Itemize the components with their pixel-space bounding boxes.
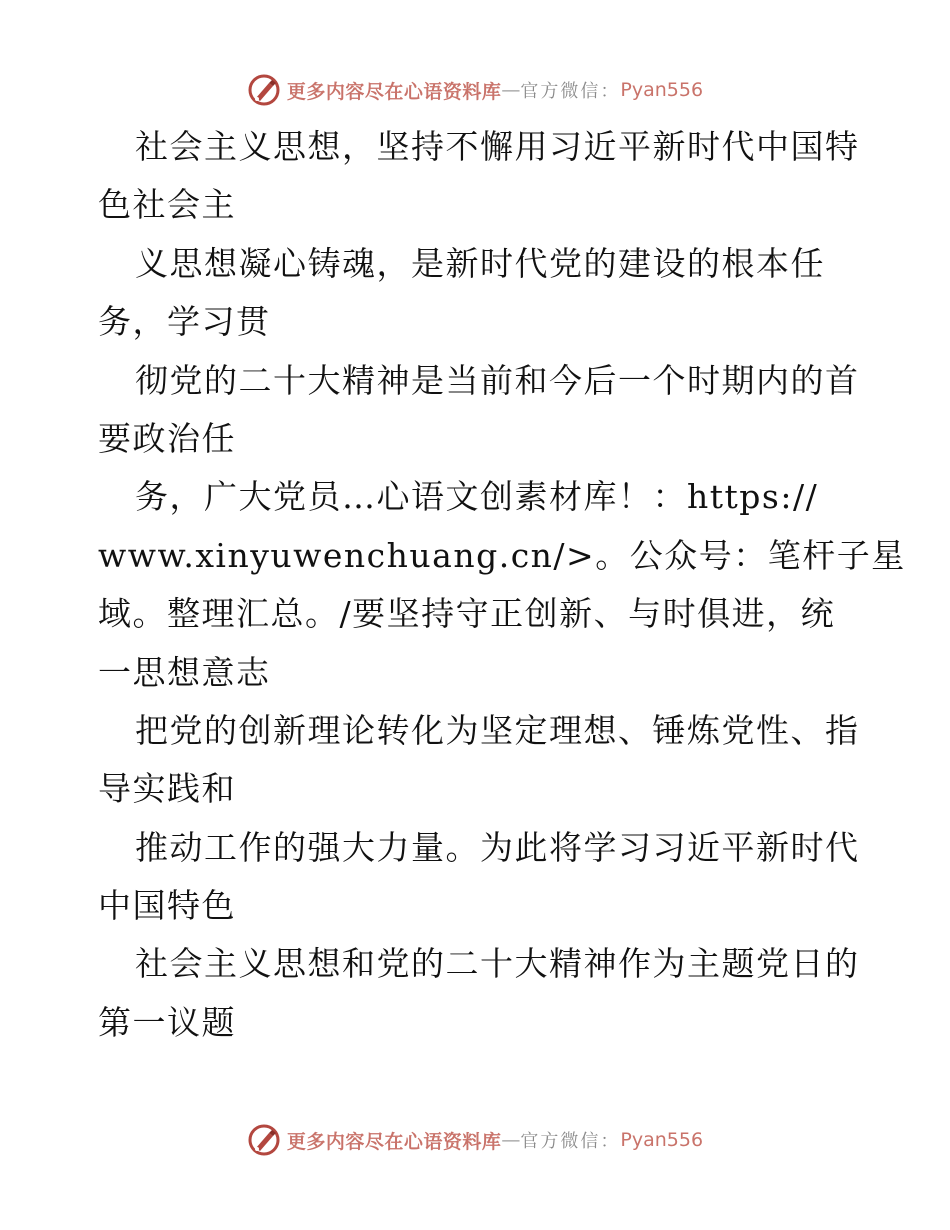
watermark-account: Pyan556 xyxy=(620,1129,704,1151)
watermark-main-text: 更多内容尽在心语资料库 xyxy=(286,80,502,103)
text-line: 务，广大党员…心语文创素材库！：https:// xyxy=(135,477,819,517)
text-line: 中国特色 xyxy=(98,886,236,926)
pen-circle-logo-icon xyxy=(247,1123,281,1157)
text-line: 社会主义思想，坚持不懈用习近平新时代中国特 xyxy=(135,127,860,166)
text-line: 义思想凝心铸魂，是新时代党的建设的根本任 xyxy=(135,243,825,283)
document-body xyxy=(98,118,906,1052)
text-line: 导实践和 xyxy=(98,769,236,809)
text-line: 要政治任 xyxy=(98,418,236,458)
text-line: 推动工作的强大力量。为此将学习习近平新时代 xyxy=(135,827,860,867)
pen-circle-logo-icon xyxy=(247,73,281,107)
watermark-account: Pyan556 xyxy=(620,79,704,101)
text-line: 域。整理汇总。/要坚持守正创新、与时俱进，统 xyxy=(98,594,836,634)
text-line: 色社会主 xyxy=(98,185,236,225)
watermark-label: 官方微信： xyxy=(520,81,621,102)
footer-watermark xyxy=(0,1120,950,1160)
text-line: 社会主义思想和党的二十大精神作为主题党日的 xyxy=(135,944,860,984)
text-line: 第一议题 xyxy=(98,1002,236,1042)
header-watermark xyxy=(0,70,950,110)
text-line: 务，学习贯 xyxy=(98,302,271,342)
text-line: 一思想意志 xyxy=(98,652,271,692)
watermark-main-text: 更多内容尽在心语资料库 xyxy=(286,1130,502,1153)
watermark-label: 官方微信： xyxy=(520,1131,621,1152)
text-line: 彻党的二十大精神是当前和今后一个时期内的首 xyxy=(135,360,860,400)
watermark-dash: — xyxy=(501,79,521,101)
text-line: www.xinyuwenchuang.cn/>。公众号：笔杆子星 xyxy=(98,535,906,575)
watermark-dash: — xyxy=(501,1129,521,1151)
text-line: 把党的创新理论转化为坚定理想、锤炼党性、指 xyxy=(135,710,860,750)
